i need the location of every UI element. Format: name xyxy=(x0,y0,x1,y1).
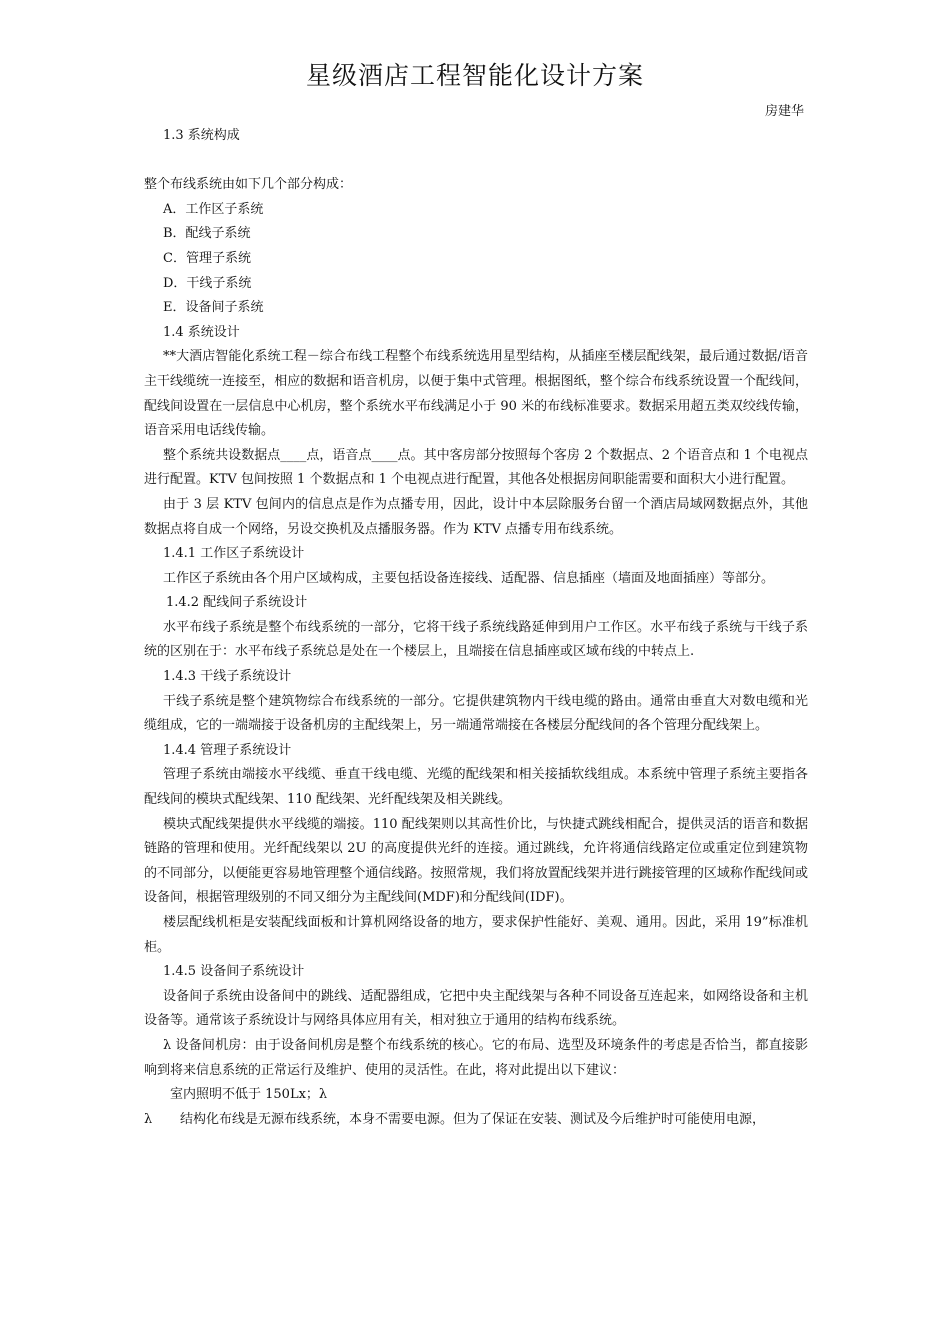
paragraph: 模块式配线架提供水平线缆的端接。110 配线架则以其高性价比，与快捷式跳线相配合，提供灵活的语音和数据链路的管理和使用。光纤配线架以 2U 的高度提供光纤的连接。通过跳线，允许将通信线路定位或重定位到建筑物的不同部分，以便能更容易地管理整个通信线路。按照常规，我们将放置配线架并进行跳接管理的区域称作配线间或设备间，根据管理级别的不同又细分为主配线间(MDF)和分配线间(IDF)。 xyxy=(144,816,808,906)
document-title: 星级酒店工程智能化设计方案 xyxy=(305,61,644,90)
paragraph-composition-intro: 整个布线系统由如下几个部分构成： xyxy=(144,177,353,193)
paragraph: 管理子系统由端接水平线缆、垂直干线电缆、光缆的配线架和相关接插软线组成。本系统中管理子系统主要指各配线间的模块式配线架、110 配线架、光纤配线架及相关跳线。 xyxy=(144,767,808,808)
section-heading-1-4-3: 1.4.3 干线子系统设计 xyxy=(163,669,292,685)
blank-line xyxy=(144,149,808,174)
section-heading-1-3: 1.3 系统构成 xyxy=(163,128,240,143)
paragraph: 工作区子系统由各个用户区域构成，主要包括设备连接线、适配器、信息插座（墙面及地面插座）等部分。 xyxy=(163,570,775,586)
list-item: A．工作区子系统 xyxy=(163,201,264,217)
section-heading-1-4: 1.4 系统设计 xyxy=(163,324,240,340)
document-body xyxy=(144,124,808,1132)
paragraph: **大酒店智能化系统工程－综合布线工程整个布线系统选用星型结构，从插座至楼层配线架，最后通过数据/语音主干线缆统一连接至，相应的数据和语音机房，以便于集中式管理。根据图纸，整个综合布线系统设置一个配线间，配线间设置在一层信息中心机房，整个系统水平布线满足小于 90 米的布线标准要求。数据采用超五类双绞线传输，语音采用电话线传输。 xyxy=(144,349,808,439)
section-heading-1-4-4: 1.4.4 管理子系统设计 xyxy=(163,742,292,758)
paragraph: 结构化布线是无源布线系统，本身不需要电源。但为了保证在安装、测试及今后维护时可能使用电源， xyxy=(180,1111,766,1127)
paragraph: 干线子系统是整个建筑物综合布线系统的一部分。它提供建筑物内干线电缆的路由。通常由垂直大对数电缆和光缆组成，它的一端端接于设备机房的主配线架上，另一端通常端接在各楼层分配线间的各个管理分配线架上。 xyxy=(144,693,808,734)
section-heading-1-4-1: 1.4.1 工作区子系统设计 xyxy=(163,546,305,562)
list-item: B．配线子系统 xyxy=(163,226,251,242)
paragraph: 整个系统共设数据点____点，语音点____点。其中客房部分按照每个客房 2 个数据点、2 个语音点和 1 个电视点进行配置。KTV 包间按照 1 个数据点和 1 个电视点进行配置，其他各处根据房间职能需要和面积大小进行配置。 xyxy=(144,447,808,488)
list-item: E．设备间子系统 xyxy=(163,300,264,316)
paragraph: 设备间子系统由设备间中的跳线、适配器组成，它把中央主配线架与各种不同设备互连起来，如网络设备和主机设备等。通常该子系统设计与网络具体应用有关，相对独立于通用的结构布线系统。 xyxy=(144,988,808,1029)
bullet-paragraph xyxy=(144,1108,808,1133)
document-author: 房建华 xyxy=(764,104,804,119)
list-item: D．干线子系统 xyxy=(163,275,252,291)
paragraph: 室内照明不低于 150Lx；λ xyxy=(170,1087,328,1103)
paragraph: λ 设备间机房：由于设备间机房是整个布线系统的核心。它的布局、选型及环境条件的考虑是否恰当，都直接影响到将来信息系统的正常运行及维护、使用的灵活性。在此，将对此提出以下建议： xyxy=(144,1037,808,1078)
list-item: C．管理子系统 xyxy=(163,250,251,266)
section-heading-1-4-5: 1.4.5 设备间子系统设计 xyxy=(163,964,305,980)
paragraph: 由于 3 层 KTV 包间内的信息点是作为点播专用，因此，设计中本层除服务台留一个酒店局域网数据点外，其他数据点将自成一个网络，另设交换机及点播服务器。作为 KTV 点播专用布线系统。 xyxy=(144,496,808,537)
section-heading-1-4-2: 1.4.2 配线间子系统设计 xyxy=(166,595,308,611)
lambda-bullet: λ xyxy=(144,1111,153,1127)
paragraph: 水平布线子系统是整个布线系统的一部分，它将干线子系统线路延伸到用户工作区。水平布线子系统与干线子系统的区别在于：水平布线子系统总是处在一个楼层上，且端接在信息插座或区域布线的中转点上. xyxy=(144,619,808,660)
paragraph: 楼层配线机柜是安装配线面板和计算机网络设备的地方，要求保护性能好、美观、通用。因此，采用 19”标准机柜。 xyxy=(144,915,808,955)
